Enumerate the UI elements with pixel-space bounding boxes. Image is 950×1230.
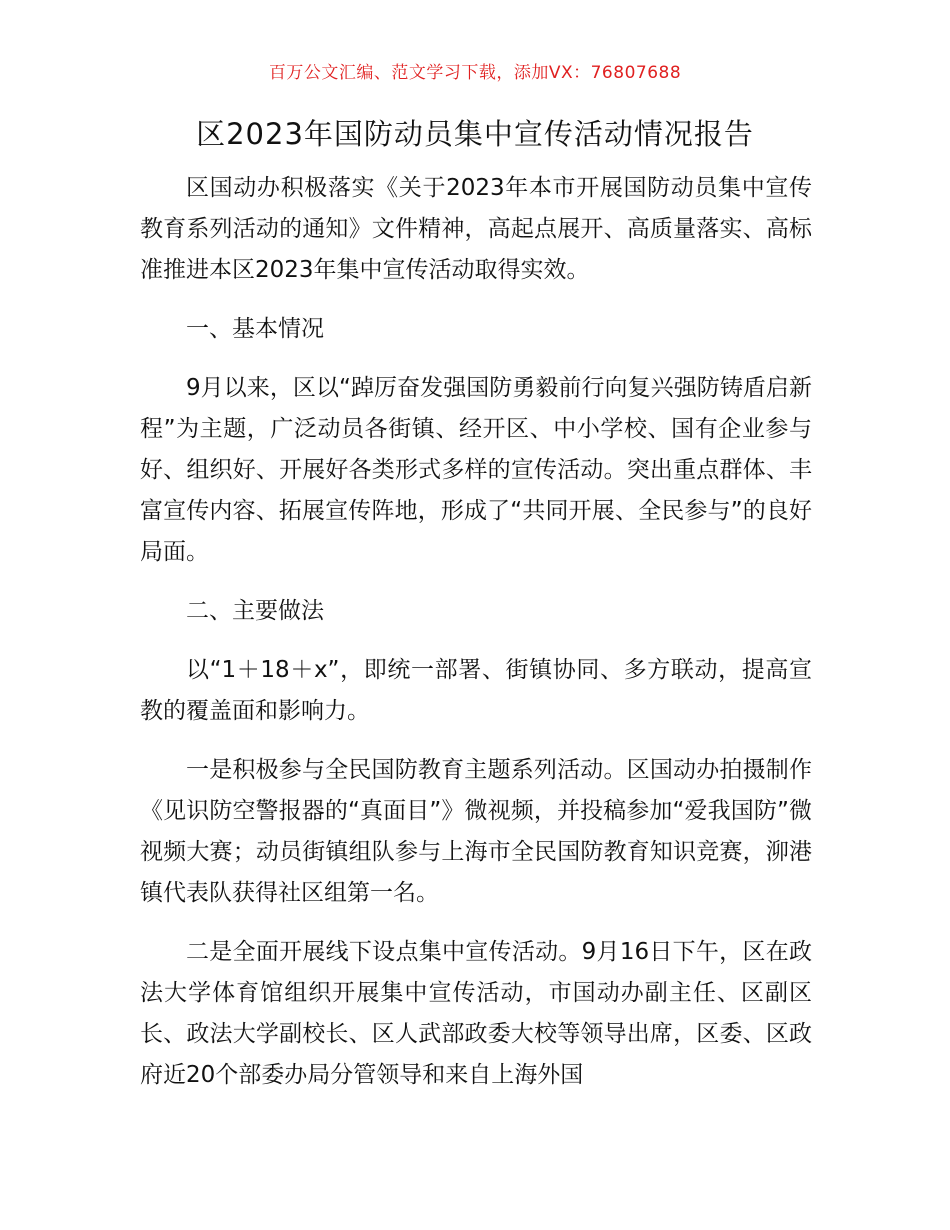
methods-intro-paragraph: 以“1＋18＋x”，即统一部署、街镇协同、多方联动，提高宣教的覆盖面和影响力。 xyxy=(140,657,812,724)
watermark-header: 百万公文汇编、范文学习下载，添加VX：76807688 xyxy=(268,63,682,83)
method-item-1-paragraph: 一是积极参与全民国防教育主题系列活动。区国动办拍摄制作《见识防空警报器的“真面目”》微视频，并投稿参加“爱我国防”微视频大赛；动员街镇组队参与上海市全民国防教育知识竞赛，泖港镇代表队获得社区组第一名。 xyxy=(140,757,812,906)
document-body xyxy=(140,168,812,1114)
basic-situation-paragraph: 9月以来，区以“踔厉奋发强国防勇毅前行向复兴强防铸盾启新程”为主题，广泛动员各街镇、经开区、中小学校、国有企业参与好、组织好、开展好各类形式多样的宣传活动。突出重点群体、丰富宣传内容、拓展宣传阵地，形成了“共同开展、全民参与”的良好局面。 xyxy=(140,375,812,565)
document-title: 区2023年国防动员集中宣传活动情况报告 xyxy=(196,117,754,151)
section-heading-basic: 一、基本情况 xyxy=(186,316,324,342)
intro-paragraph: 区国动办积极落实《关于2023年本市开展国防动员集中宣传教育系列活动的通知》文件精神，高起点展开、高质量落实、高标准推进本区2023年集中宣传活动取得实效。 xyxy=(140,175,812,283)
method-item-2-paragraph: 二是全面开展线下设点集中宣传活动。9月16日下午，区在政法大学体育馆组织开展集中宣传活动，市国动办副主任、区副区长、政法大学副校长、区人武部政委大校等领导出席，区委、区政府近20个部委办局分管领导和来自上海外国 xyxy=(140,939,812,1088)
section-heading-methods: 二、主要做法 xyxy=(186,598,324,624)
